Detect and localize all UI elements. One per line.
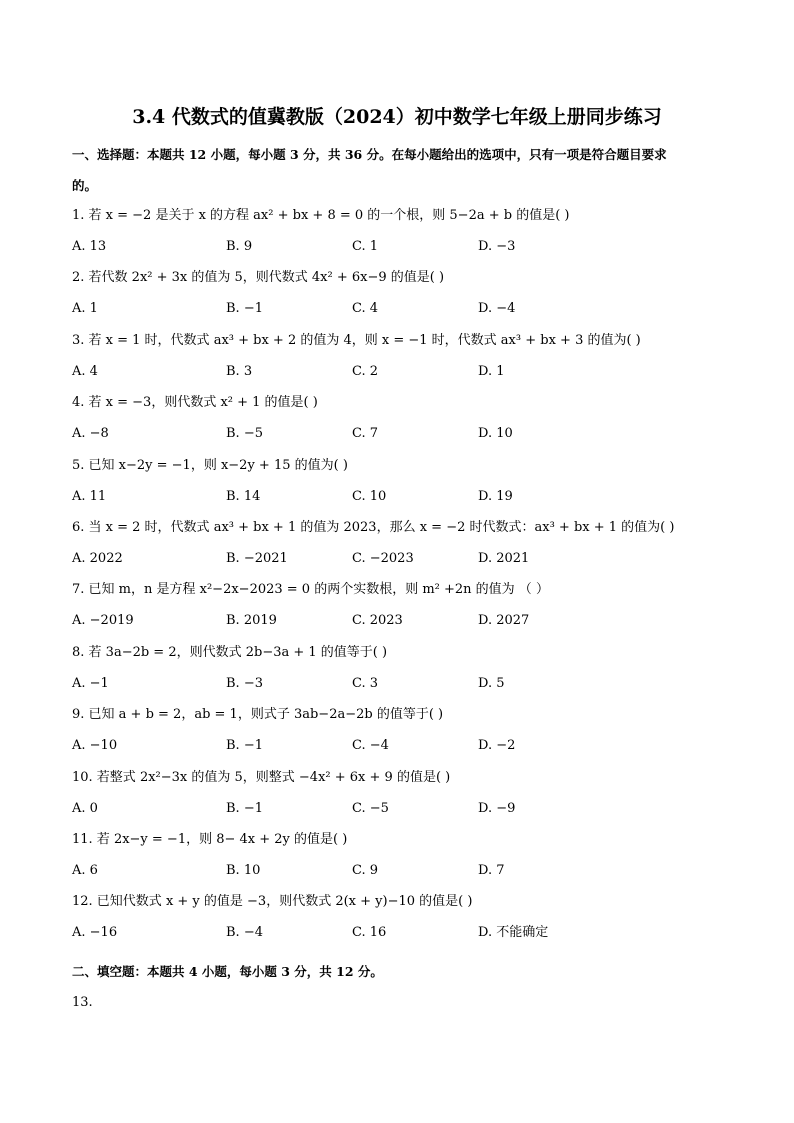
option-b: B. −5 [226,426,263,442]
question-options [0,488,794,506]
option-a: A. −1 [72,675,109,691]
question-options [0,800,794,818]
question-stem: 8. 若 3a−2b = 2，则代数式 2b−3a + 1 的值等于( ) [72,644,388,660]
option-a: A. −16 [72,925,118,941]
option-a: A. −10 [72,738,118,754]
option-b: B. 9 [226,239,253,254]
option-c: C. −4 [352,738,389,754]
option-d: D. −4 [478,301,516,317]
question-stem: 12. 已知代数式 x + y 的值是 −3，则代数式 2(x + y)−10 的值是( ) [72,894,473,910]
option-c: C. 4 [352,301,379,317]
option-c: C. 9 [352,863,379,878]
option-b: B. −1 [226,800,263,816]
option-d: D. 5 [478,675,505,691]
option-d: D. −2 [478,738,516,754]
option-d: D. −3 [478,239,516,254]
option-b: B. 14 [226,488,261,504]
question-stem: 3. 若 x = 1 时，代数式 ax³ + bx + 2 的值为 4，则 x = −1 时，代数式 ax³ + bx + 3 的值为( ) [72,332,641,348]
option-d: D. 10 [478,426,513,442]
option-a: A. 11 [72,488,107,504]
question-stem: 11. 若 2x−y = −1，则 8− 4x + 2y 的值是( ) [72,832,348,847]
question-stem: 1. 若 x = −2 是关于 x 的方程 ax² + bx + 8 = 0 的一个根，则 5−2a + b 的值是( ) [72,208,570,223]
question-options [0,363,794,381]
question-stem: 4. 若 x = −3，则代数式 x² + 1 的值是( ) [72,395,318,411]
option-b: B. −1 [226,738,263,754]
question-options [0,425,794,443]
option-c: C. 2023 [352,613,403,629]
option-c: C. 7 [352,426,379,442]
option-d: D. −9 [478,800,516,816]
option-d: D. 7 [478,863,505,878]
question-options [0,612,794,630]
option-a: A. 4 [72,363,98,379]
section-2-heading: 二、填空题：本题共 4 小题，每小题 3 分，共 12 分。 [72,964,383,979]
question-stem: 7. 已知 m，n 是方程 x²−2x−2023 = 0 的两个实数根，则 m² +2n 的值为 （ ） [72,582,549,598]
question-13-stem: 13. [72,995,93,1010]
question-options [0,300,794,318]
option-c: C. −5 [352,800,389,816]
option-c: C. 2 [352,363,379,379]
option-a: A. 0 [72,800,98,816]
option-c: C. −2023 [352,551,414,566]
question-options [0,862,794,880]
option-b: B. −4 [226,925,263,941]
section-1-heading: 一、选择题：本题共 12 小题，每小题 3 分，共 36 分。在每小题给出的选项中，只有一项是符合题目要求 [72,147,667,162]
option-a: A. −2019 [72,613,134,629]
section-1-heading-cont: 的。 [72,178,98,193]
option-b: B. 3 [226,363,253,379]
option-d: D. 不能确定 [478,925,549,941]
question-options [0,737,794,755]
option-b: B. 2019 [226,613,277,629]
question-options [0,675,794,693]
question-stem: 9. 已知 a + b = 2，ab = 1，则式子 3ab−2a−2b 的值等于( ) [72,707,444,723]
option-a: A. 13 [72,239,107,254]
option-c: C. 1 [352,239,379,254]
question-options [0,924,794,942]
option-a: A. −8 [72,426,109,442]
question-stem: 5. 已知 x−2y = −1，则 x−2y + 15 的值为( ) [72,457,348,473]
option-a: A. 1 [72,301,98,317]
option-c: C. 16 [352,925,387,941]
option-c: C. 3 [352,675,379,691]
question-options [0,550,794,568]
question-stem: 2. 若代数 2x² + 3x 的值为 5，则代数式 4x² + 6x−9 的值是( ) [72,270,445,286]
option-b: B. 10 [226,863,261,878]
option-a: A. 2022 [72,551,123,566]
option-d: D. 2027 [478,613,530,629]
option-d: D. 2021 [478,551,530,566]
option-b: B. −1 [226,301,263,317]
option-c: C. 10 [352,488,387,504]
option-d: D. 1 [478,363,505,379]
question-stem: 6. 当 x = 2 时，代数式 ax³ + bx + 1 的值为 2023，那么 x = −2 时代数式：ax³ + bx + 1 的值为( ) [72,520,675,535]
option-b: B. −2021 [226,551,288,566]
option-b: B. −3 [226,675,263,691]
question-stem: 10. 若整式 2x²−3x 的值为 5，则整式 −4x² + 6x + 9 的值是( ) [72,769,451,785]
document-title: 3.4 代数式的值冀教版（2024）初中数学七年级上册同步练习 [132,106,662,128]
option-a: A. 6 [72,863,98,878]
question-options [0,238,794,256]
option-d: D. 19 [478,488,513,504]
